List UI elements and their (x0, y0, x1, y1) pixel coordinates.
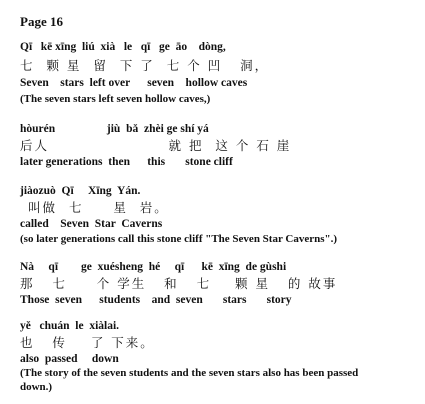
gloss-line-5: also passed down (20, 353, 119, 365)
page-title: Page 16 (20, 14, 63, 29)
hanzi-line-2: 后人 就 把 这 个 石 崖 (20, 138, 292, 153)
pinyin-line-4: Nà qī ge xuésheng hé qī kē xīng de gùshi (20, 261, 287, 273)
pinyin-line-3: jiàozuò Qī Xīng Yán. (20, 185, 141, 197)
hanzi-line-3: 叫做 七 星 岩。 (28, 200, 169, 215)
gloss-line-2: later generations then this stone cliff (20, 156, 233, 168)
hanzi-line-1: 七 颗 星 留 下 了 七 个 凹 洞， (20, 58, 270, 73)
pinyin-line-1: Qī kē xīng liú xià le qī ge āo dòng, (20, 41, 226, 53)
pinyin-line-5: yě chuán le xiàlai. (20, 320, 120, 332)
translation-line-1: (The seven stars left seven hollow caves,) (20, 93, 211, 105)
hanzi-line-4: 那 七 个 学生 和 七 颗 星 的 故事 (20, 276, 338, 291)
gloss-line-3: called Seven Star Caverns (20, 218, 163, 230)
hanzi-line-5: 也 传 了 下来。 (20, 335, 155, 350)
translation-line-3: (so later generations call this stone cliff "The Seven Star Caverns".) (20, 233, 338, 245)
translation-line-5-cont: down.) (20, 381, 53, 393)
gloss-line-1: Seven stars left over seven hollow caves (20, 77, 248, 89)
gloss-line-4: Those seven students and seven stars story (20, 294, 292, 306)
pinyin-line-2: hòurén jiù bǎ zhèi ge shí yá (20, 123, 209, 135)
translation-line-5: (The story of the seven students and the seven stars also has been passed (20, 367, 359, 379)
